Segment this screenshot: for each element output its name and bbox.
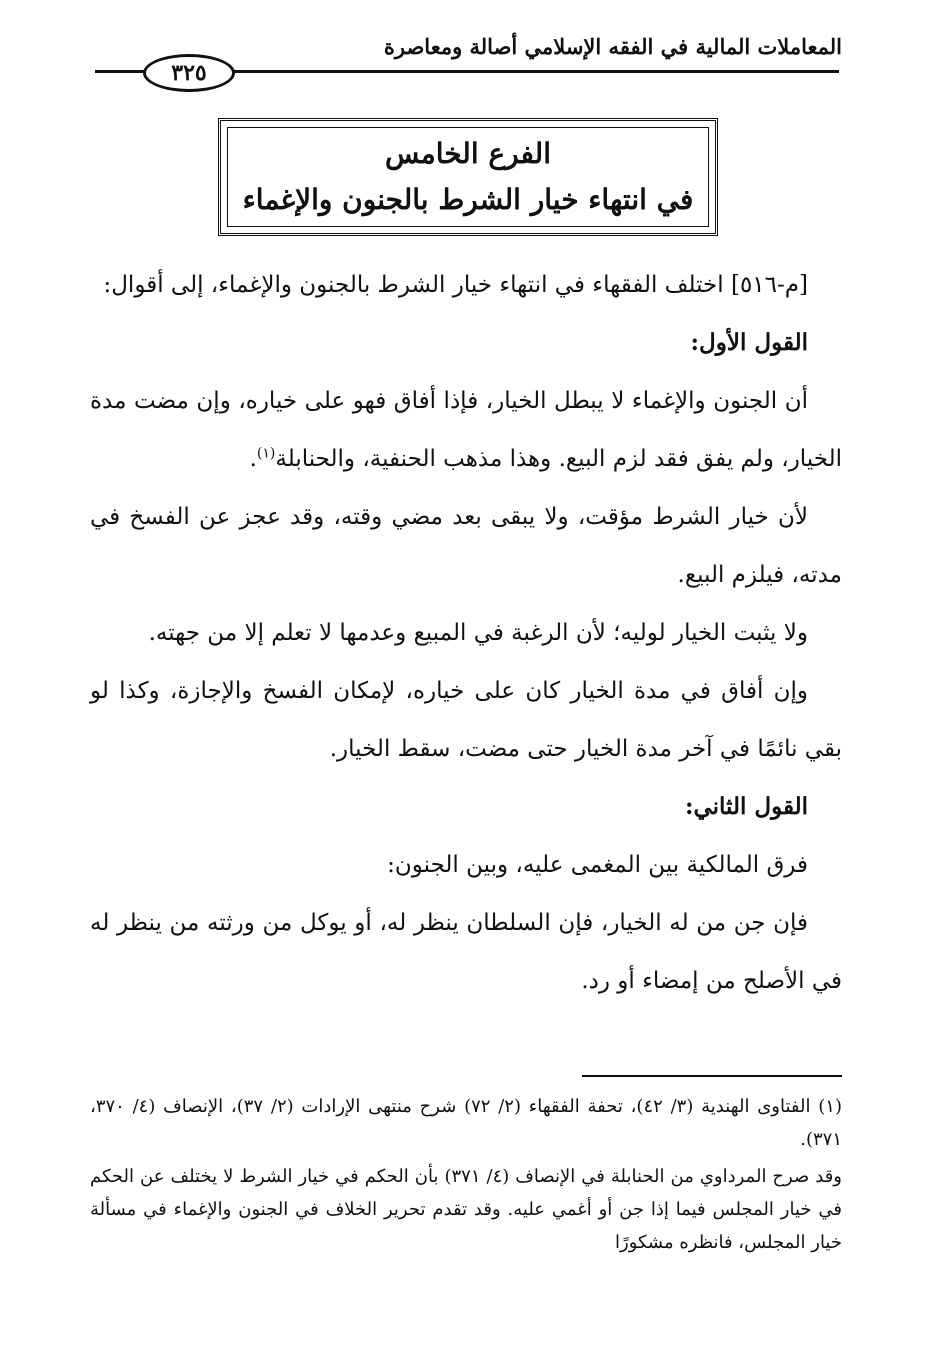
paragraph-first-opinion-end: . <box>249 446 257 472</box>
paragraph-first-opinion-text: أن الجنون والإغماء لا يبطل الخيار، فإذا أفاق فهو على خياره، وإن مضت مدة الخيار، ولم يفق فقد لزم البيع. وهذا مذهب الحنفية، والحنابلة <box>90 388 842 472</box>
heading-first-opinion: القول الأول: <box>690 329 808 356</box>
paragraph-first-opinion <box>90 372 842 488</box>
paragraph-maliki-distinction: فرق المالكية بين المغمى عليه، وبين الجنون: <box>387 852 808 878</box>
footnote-ref-1: (١) <box>256 445 276 462</box>
running-header-title: المعاملات المالية في الفقه الإسلامي أصالة ومعاصرة <box>383 34 842 59</box>
footnote-separator <box>582 1075 842 1077</box>
footnote-1-continuation: وقد صرح المرداوي من الحنابلة في الإنصاف (٤/ ٣٧١) بأن الحكم في خيار الشرط لا يختلف عن الحكم في خيار المجلس فيما إذا جن أو أغمي عليه. وقد تقدم تحرير الخلاف في الجنون والإغماء في مسألة خيار المجلس، فانظره مشكورًا <box>90 1166 842 1253</box>
footnotes <box>90 1090 842 1259</box>
page-number: ٣٢٥ <box>143 54 235 92</box>
paragraph-guardian: ولا يثبت الخيار لوليه؛ لأن الرغبة في المبيع وعدمها لا تعلم إلا من جهته. <box>148 620 808 646</box>
section-title-frame <box>218 118 718 236</box>
heading-second-opinion: القول الثاني: <box>684 793 808 820</box>
paragraph-intro: [م-٥١٦] اختلف الفقهاء في انتهاء خيار الشرط بالجنون والإغماء، إلى أقوال: <box>103 272 808 298</box>
paragraph-recovery: وإن أفاق في مدة الخيار كان على خياره، لإمكان الفسخ والإجازة، وكذا لو بقي نائمًا في آخر مدة الخيار حتى مضت، سقط الخيار. <box>90 678 842 762</box>
section-title-line1: الفرع الخامس <box>385 137 551 170</box>
footnote-1: (١) الفتاوى الهندية (٣/ ٤٢)، تحفة الفقهاء (٢/ ٧٢) شرح منتهى الإرادات (٢/ ٣٧)، الإنصاف (٤/ ٣٧٠، ٣٧١). <box>90 1096 842 1150</box>
paragraph-insanity-ruling: فإن جن من له الخيار، فإن السلطان ينظر له، أو يوكل من ورثته من ينظر له في الأصلح من إمضاء أو رد. <box>90 910 842 994</box>
body-text <box>90 256 842 1010</box>
paragraph-reason: لأن خيار الشرط مؤقت، ولا يبقى بعد مضي وقته، وقد عجز عن الفسخ في مدته، فيلزم البيع. <box>90 504 842 588</box>
section-title-line2: في انتهاء خيار الشرط بالجنون والإغماء <box>242 183 694 216</box>
